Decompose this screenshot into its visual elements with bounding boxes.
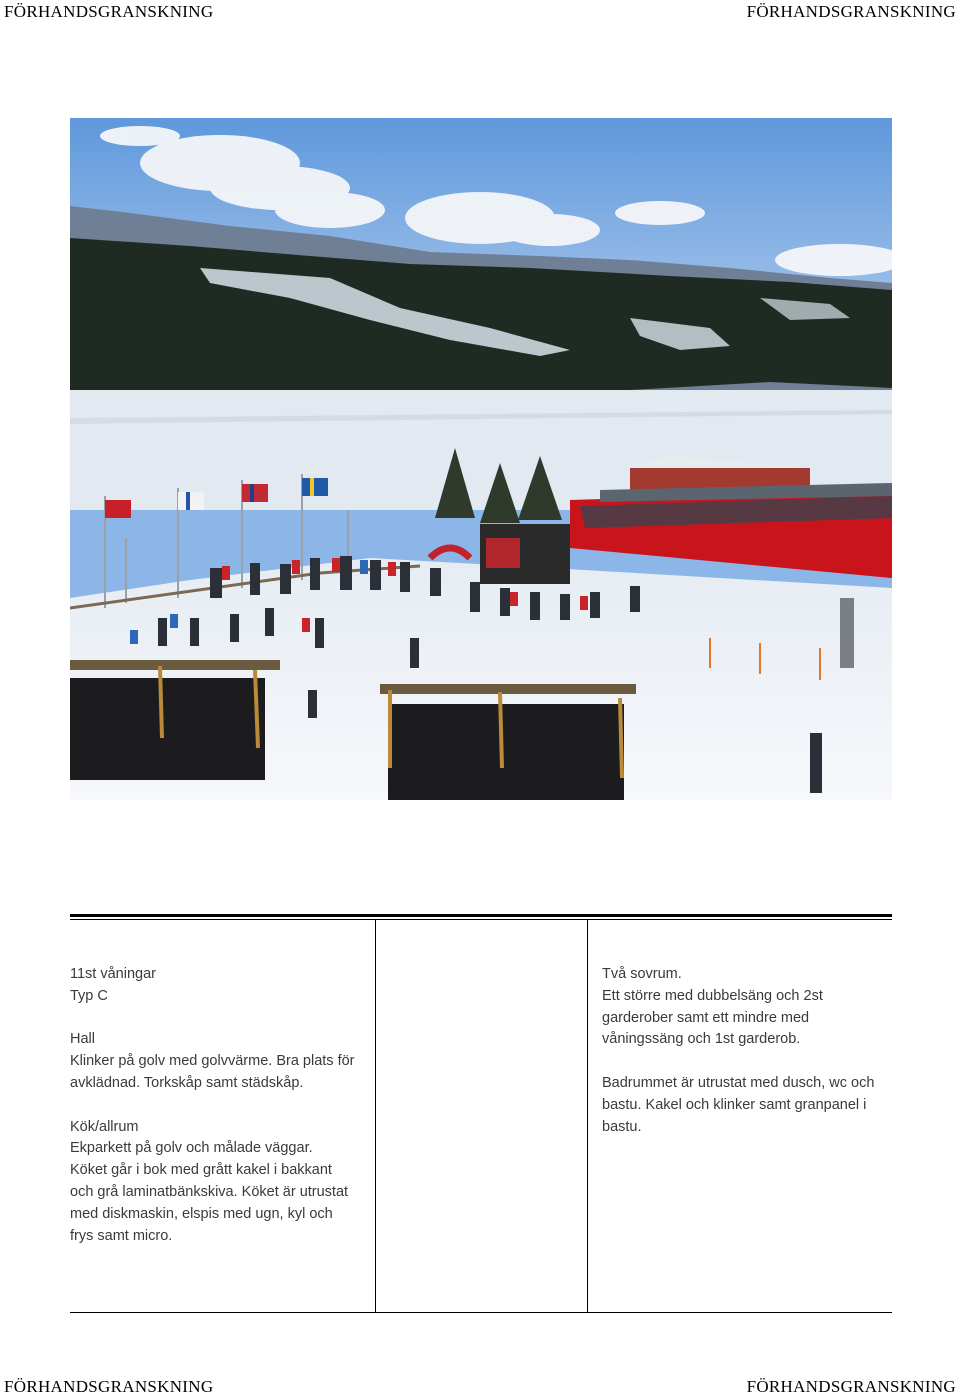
table-top-rule-thin <box>70 919 892 920</box>
column-divider-1 <box>375 920 376 1312</box>
table-bottom-rule <box>70 1312 892 1313</box>
bedrooms-text-line: Ett större med dubbelsäng och 2st <box>602 987 823 1004</box>
kitchen-text-line: med diskmaskin, elspis med ugn, kyl och <box>70 1205 333 1222</box>
watermark-top-left: FÖRHANDSGRANSKNING <box>4 2 214 21</box>
bedrooms-text-line: våningssäng och 1st garderob. <box>602 1031 801 1048</box>
watermark-bottom-left: FÖRHANDSGRANSKNING <box>4 1377 214 1396</box>
watermark-top-right: FÖRHANDSGRANSKNING <box>746 2 956 21</box>
kitchen-text-line: Köket går i bok med grått kakel i bakkant <box>70 1162 332 1179</box>
bathroom-text-line: bastu. <box>602 1118 642 1135</box>
hall-heading: Hall <box>70 1031 95 1048</box>
bathroom-text-line: Badrummet är utrustat med dusch, wc och <box>602 1074 875 1091</box>
hall-text-line: avklädnad. Torkskåp samt städskåp. <box>70 1074 304 1091</box>
column-divider-2 <box>587 920 588 1312</box>
apartment-description-right <box>602 964 892 1138</box>
bedrooms-text-line: garderober samt ett mindre med <box>602 1009 810 1026</box>
watermark-bottom-right: FÖRHANDSGRANSKNING <box>746 1377 956 1396</box>
table-top-rule <box>70 914 892 917</box>
kitchen-text-line: frys samt micro. <box>70 1227 173 1244</box>
apartment-description-left <box>70 964 370 1247</box>
kitchen-text-line: Ekparkett på golv och målade väggar. <box>70 1140 313 1157</box>
kitchen-text-line: och grå laminatbänkskiva. Köket är utrustat <box>70 1183 349 1200</box>
bedrooms-text-line: Två sovrum. <box>602 966 682 982</box>
floor-text: 11st våningar <box>70 966 156 982</box>
ski-resort-photo <box>70 118 892 800</box>
bathroom-text-line: bastu. Kakel och klinker samt granpanel i <box>602 1096 867 1113</box>
hall-text-line: Klinker på golv med golvvärme. Bra plats för <box>70 1053 355 1070</box>
type-text: Typ C <box>70 987 108 1004</box>
kitchen-heading: Kök/allrum <box>70 1118 139 1135</box>
